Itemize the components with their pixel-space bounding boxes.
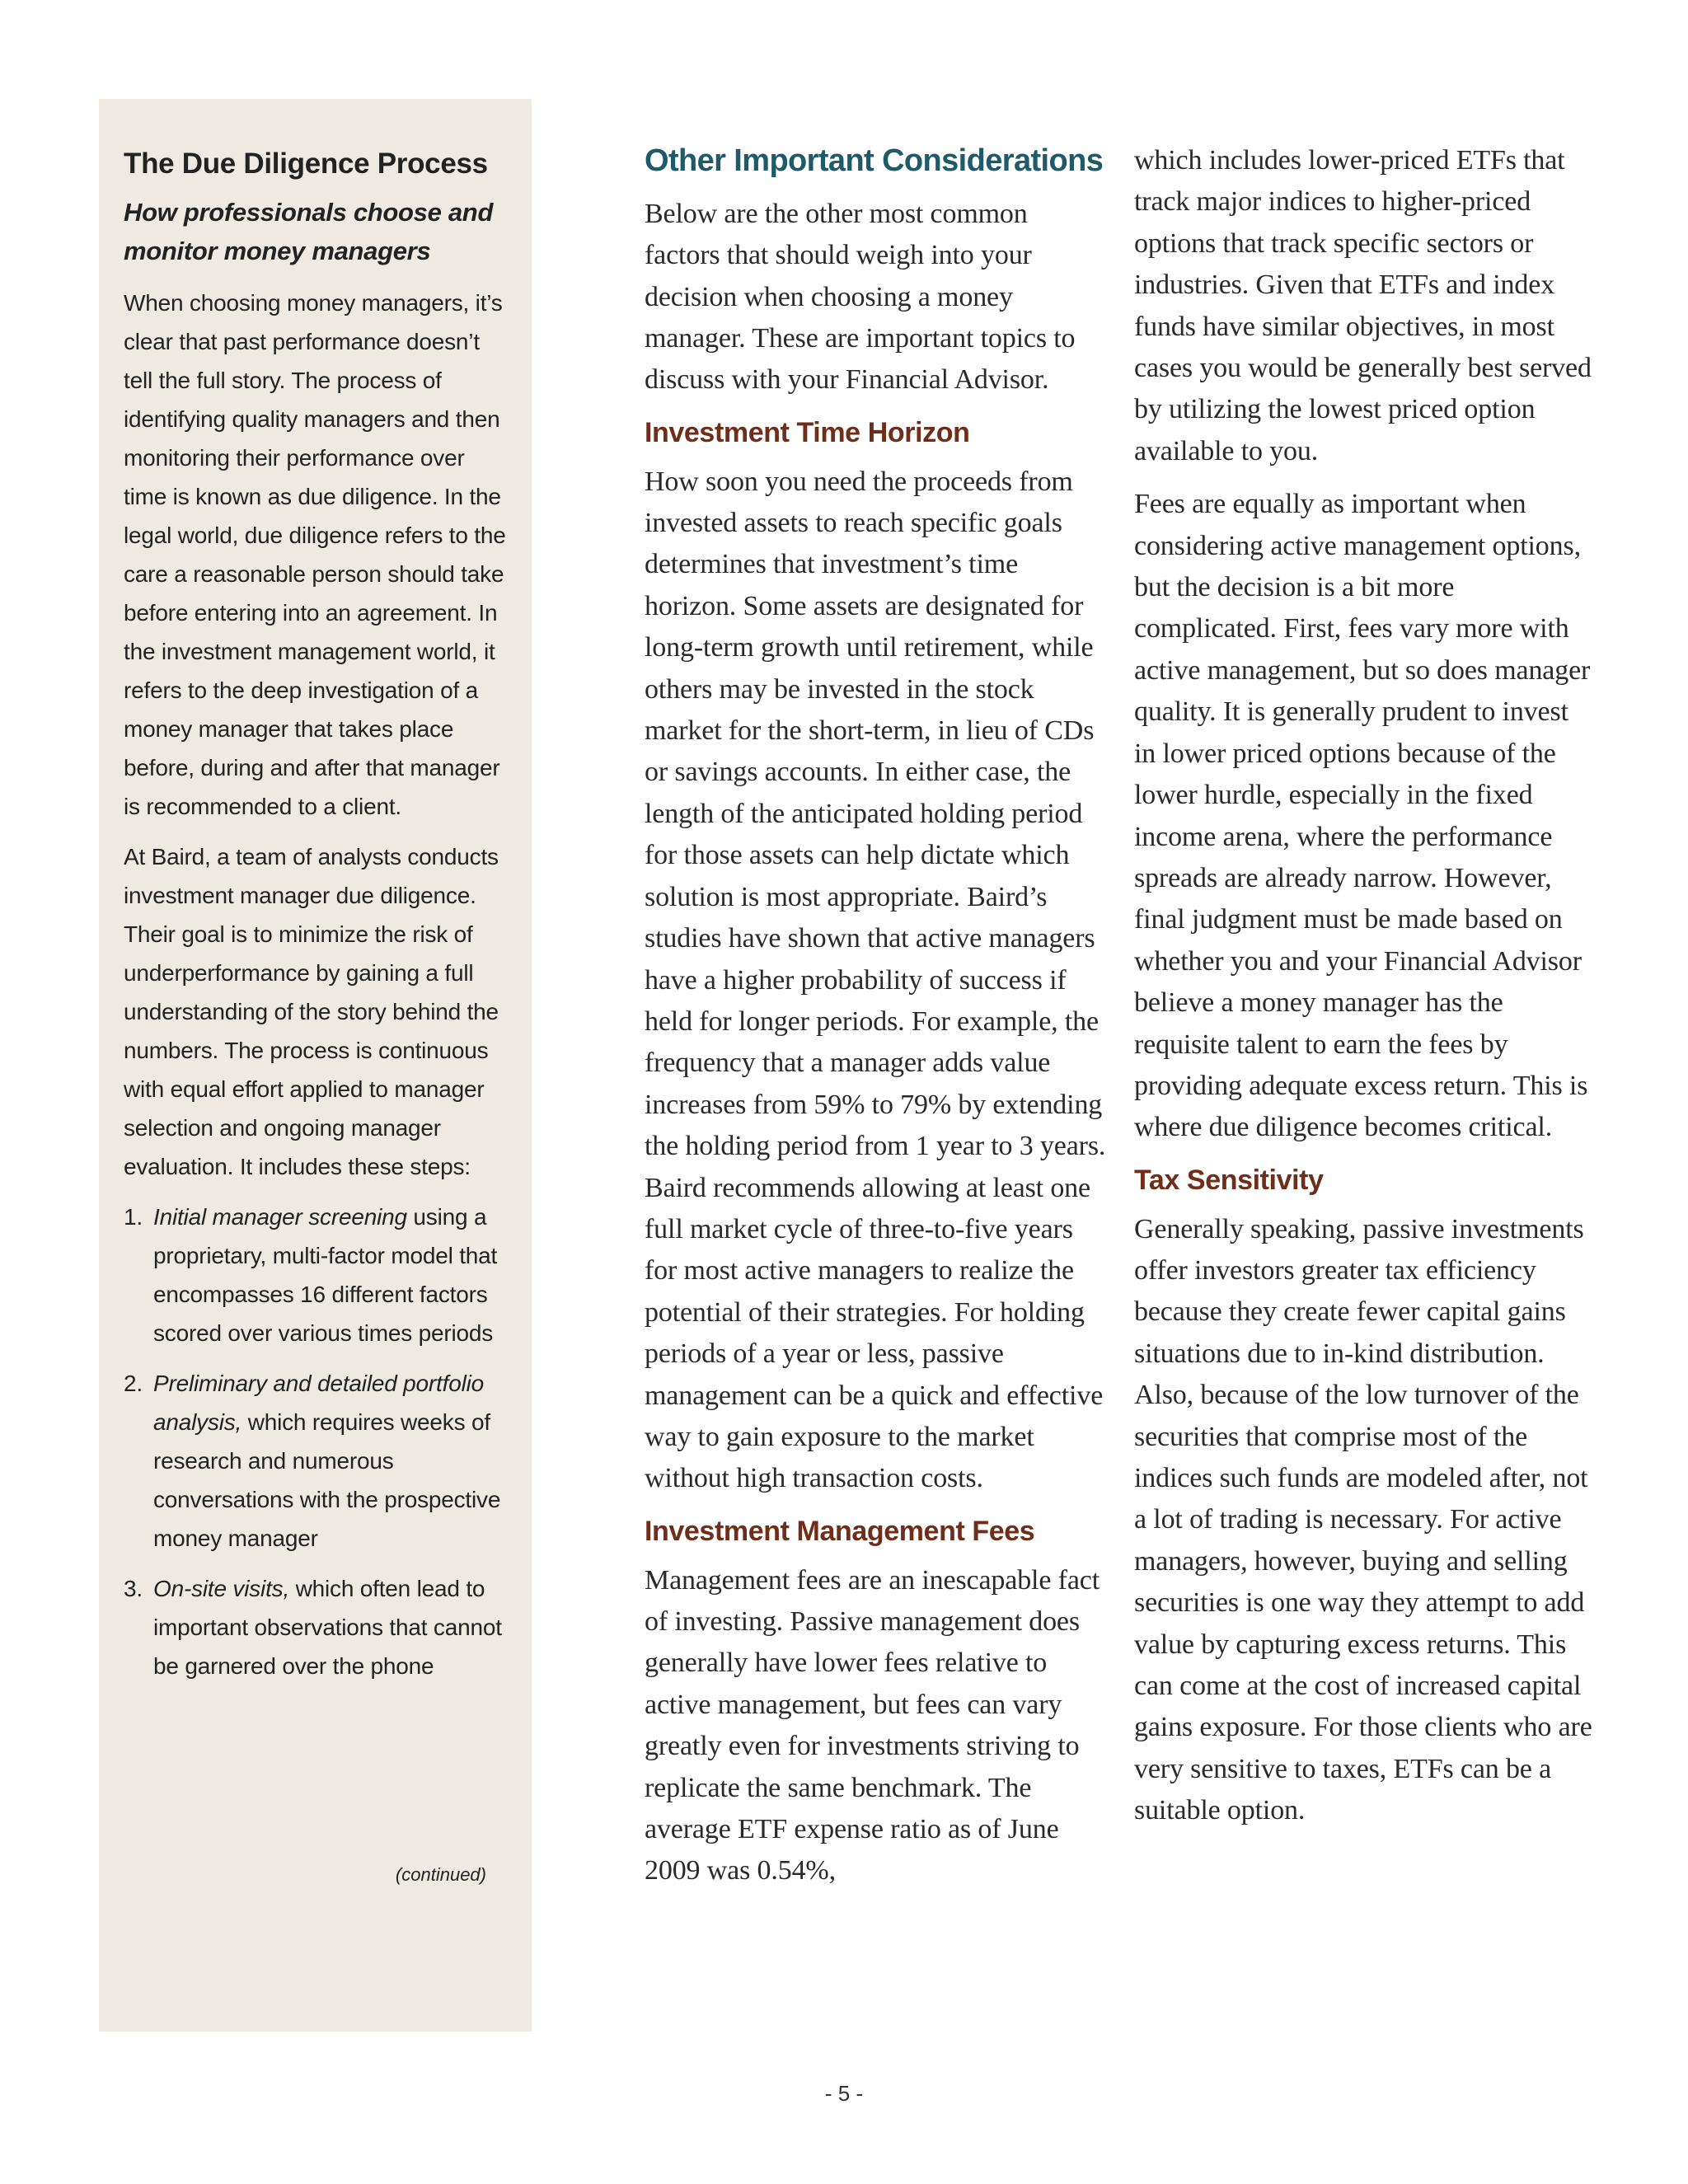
sidebar-paragraph-2: At Baird, a team of analysts conducts investment manager due diligence. Their goal is to minimize the risk of underperformance by gaining a full understanding of the story behind the numbers. The process is continuous with equal effort applied to manager selection and ongoing manager evaluation. It includes these steps: [124,844,499,1179]
fees-continuation-paragraph: which includes lower-priced ETFs that track major indices to higher-priced options that track specific sectors or industries. Given that ETFs and index funds have similar objectives, in most cases you would be generally best served by utilizing the lowest priced option available to you. [1134,145,1592,466]
step-lead: Initial manager screening [153,1204,407,1230]
step-number: 2. [124,1371,143,1396]
step-text: which often lead to important observations that cannot be garnered over the phone [153,1576,502,1679]
sidebar-paragraph-1: When choosing money managers, it’s clear that past performance doesn’t tell the full story. The process of identifying quality managers and then monitoring their performance over time is known as due diligence. In the legal world, due diligence refers to the care a reasonable person should take before entering into an agreement. In the investment management world, it refers to the deep investigation of a money manager that takes place before, during and after that manager is recommended to a client. [124,290,506,819]
due-diligence-sidebar [99,99,532,2032]
time-horizon-paragraph: How soon you need the proceeds from invested assets to reach specific goals determines that investment’s time horizon. Some assets are designated for long-term growth until retirement, while others may be invested in the stock market for the short-term, in lieu of CDs or savings accounts. In either case, the length of the anticipated holding period for those assets can help dictate which solution is most appropriate. Baird’s studies have shown that active managers have a higher probability of success if held for longer periods. For example, the frequency that a manager adds value increases from 59% to 79% by extending the holding period from 1 year to 3 years. Baird recommends allowing at least one full market cycle of three-to-five years for most active managers to realize the potential of their strategies. For holding periods of a year or less, passive management can be a quick and effective way to gain exposure to the market without high transaction costs. [645,466,1106,1494]
page-number: - 5 - [824,2081,864,2106]
main-column-left [645,136,1106,1904]
fees-heading: Investment Management Fees [645,1515,1035,1547]
page-title: Other Important Considerations [645,143,1104,178]
sidebar-subtitle: How professionals choose and monitor money managers [124,198,494,265]
step-lead: Preliminary and detailed portfolio analysis, [153,1371,484,1435]
main-column-right [1134,140,1596,1844]
step-lead: On-site visits, [153,1576,290,1601]
fees-paragraph: Management fees are an inescapable fact of investing. Passive management does generally have lower fees relative to active management, but fees can vary greatly even for investments striving to replicate the same benchmark. The average ETF expense ratio as of June 2009 was 0.54%, [645,1564,1100,1886]
intro-paragraph: Below are the other most common factors that should weigh into your decision when choosing a money manager. These are important topics to discuss with your Financial Advisor. [645,198,1076,396]
continued-note: (continued) [395,1864,486,1885]
time-horizon-heading: Investment Time Horizon [645,416,970,448]
step-text: which requires weeks of research and numerous conversations with the prospective money manager [153,1409,501,1551]
sidebar-title: The Due Diligence Process [124,148,488,180]
due-diligence-steps-list [124,1197,507,1685]
step-number: 3. [124,1576,143,1601]
step-number: 1. [124,1204,143,1230]
list-item [124,1364,507,1558]
list-item [124,1197,507,1352]
list-item [124,1569,507,1685]
tax-heading: Tax Sensitivity [1134,1164,1324,1196]
active-fees-paragraph: Fees are equally as important when considering active management options, but the decision is a bit more complicated. First, fees vary more with active management, but so does manager quality. It is generally prudent to invest in lower priced options because of the lower hurdle, especially in the fixed income arena, where the performance spreads are already narrow. However, final judgment must be made based on whether you and your Financial Advisor believe a money manager has the requisite talent to earn the fees by providing adequate excess return. This is where due diligence becomes critical. [1134,489,1591,1143]
step-text: using a proprietary, multi-factor model that encompasses 16 different factors scored over various times periods [153,1204,498,1346]
tax-paragraph: Generally speaking, passive investments offer investors greater tax efficiency because they create fewer capital gains situations due to in-kind distribution. Also, because of the low turnover of the securities that comprise most of the indices such funds are modeled after, not a lot of trading is necessary. For active managers, however, buying and selling securities is one way they attempt to add value by capturing excess returns. This can come at the cost of increased capital gains exposure. For those clients who are very sensitive to taxes, ETFs can be a suitable option. [1134,1213,1592,1826]
